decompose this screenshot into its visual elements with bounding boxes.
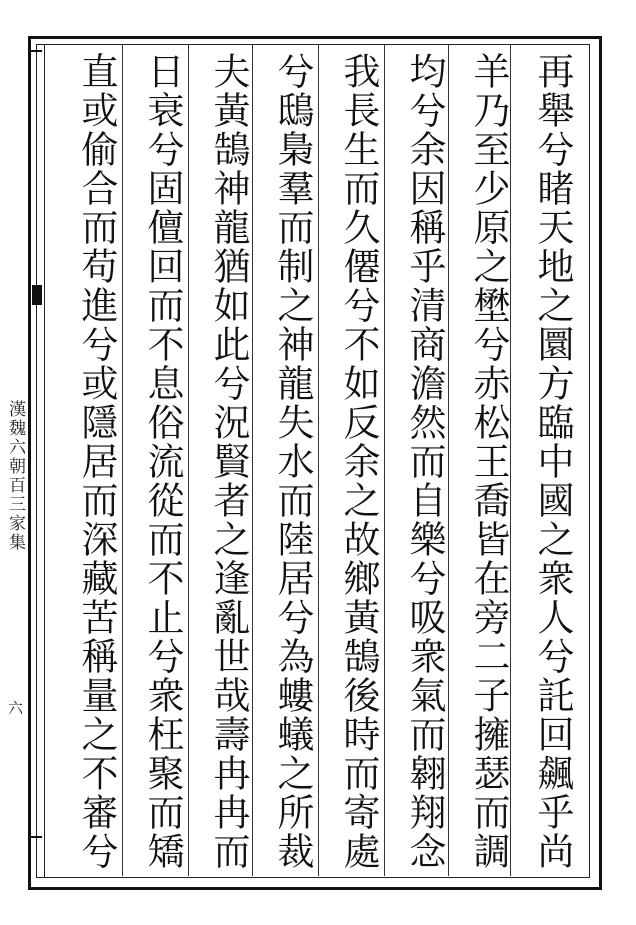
text-column-5: 兮鴟梟羣而制之神龍失水而陸居兮為螻蟻之所裁 [271, 52, 314, 871]
text-column-2: 羊乃至少原之壄兮赤松王喬皆在旁二子擁瑟而調 [467, 52, 510, 871]
gutter-divider [44, 44, 45, 877]
text-column-4: 我長生而久僊兮不如反余之故鄉黃鵠後時而寄處 [337, 52, 380, 871]
fish-tail-mark [32, 285, 42, 305]
text-column-7: 日衰兮固儃回而不息俗流從而不止兮衆枉聚而矯 [141, 52, 184, 871]
page-number: 六 [6, 700, 24, 715]
gutter-top-mark [28, 50, 42, 52]
gutter-bottom-mark [28, 836, 42, 838]
text-column-3: 均兮余因稱乎清商澹然而自樂兮吸衆氣而翱翔念 [403, 52, 446, 871]
book-title-gutter: 漢魏六朝百三家集 [5, 400, 25, 552]
text-column-8: 直或偷合而苟進兮或隱居而深藏苦稱量之不審兮 [75, 52, 118, 871]
text-column-6: 夫黃鵠神龍猶如此兮況賢者之逢亂世哉壽冉冉而 [207, 52, 250, 871]
text-column-1: 再舉兮睹天地之圜方臨中國之衆人兮託回飆乎尚 [531, 52, 574, 871]
